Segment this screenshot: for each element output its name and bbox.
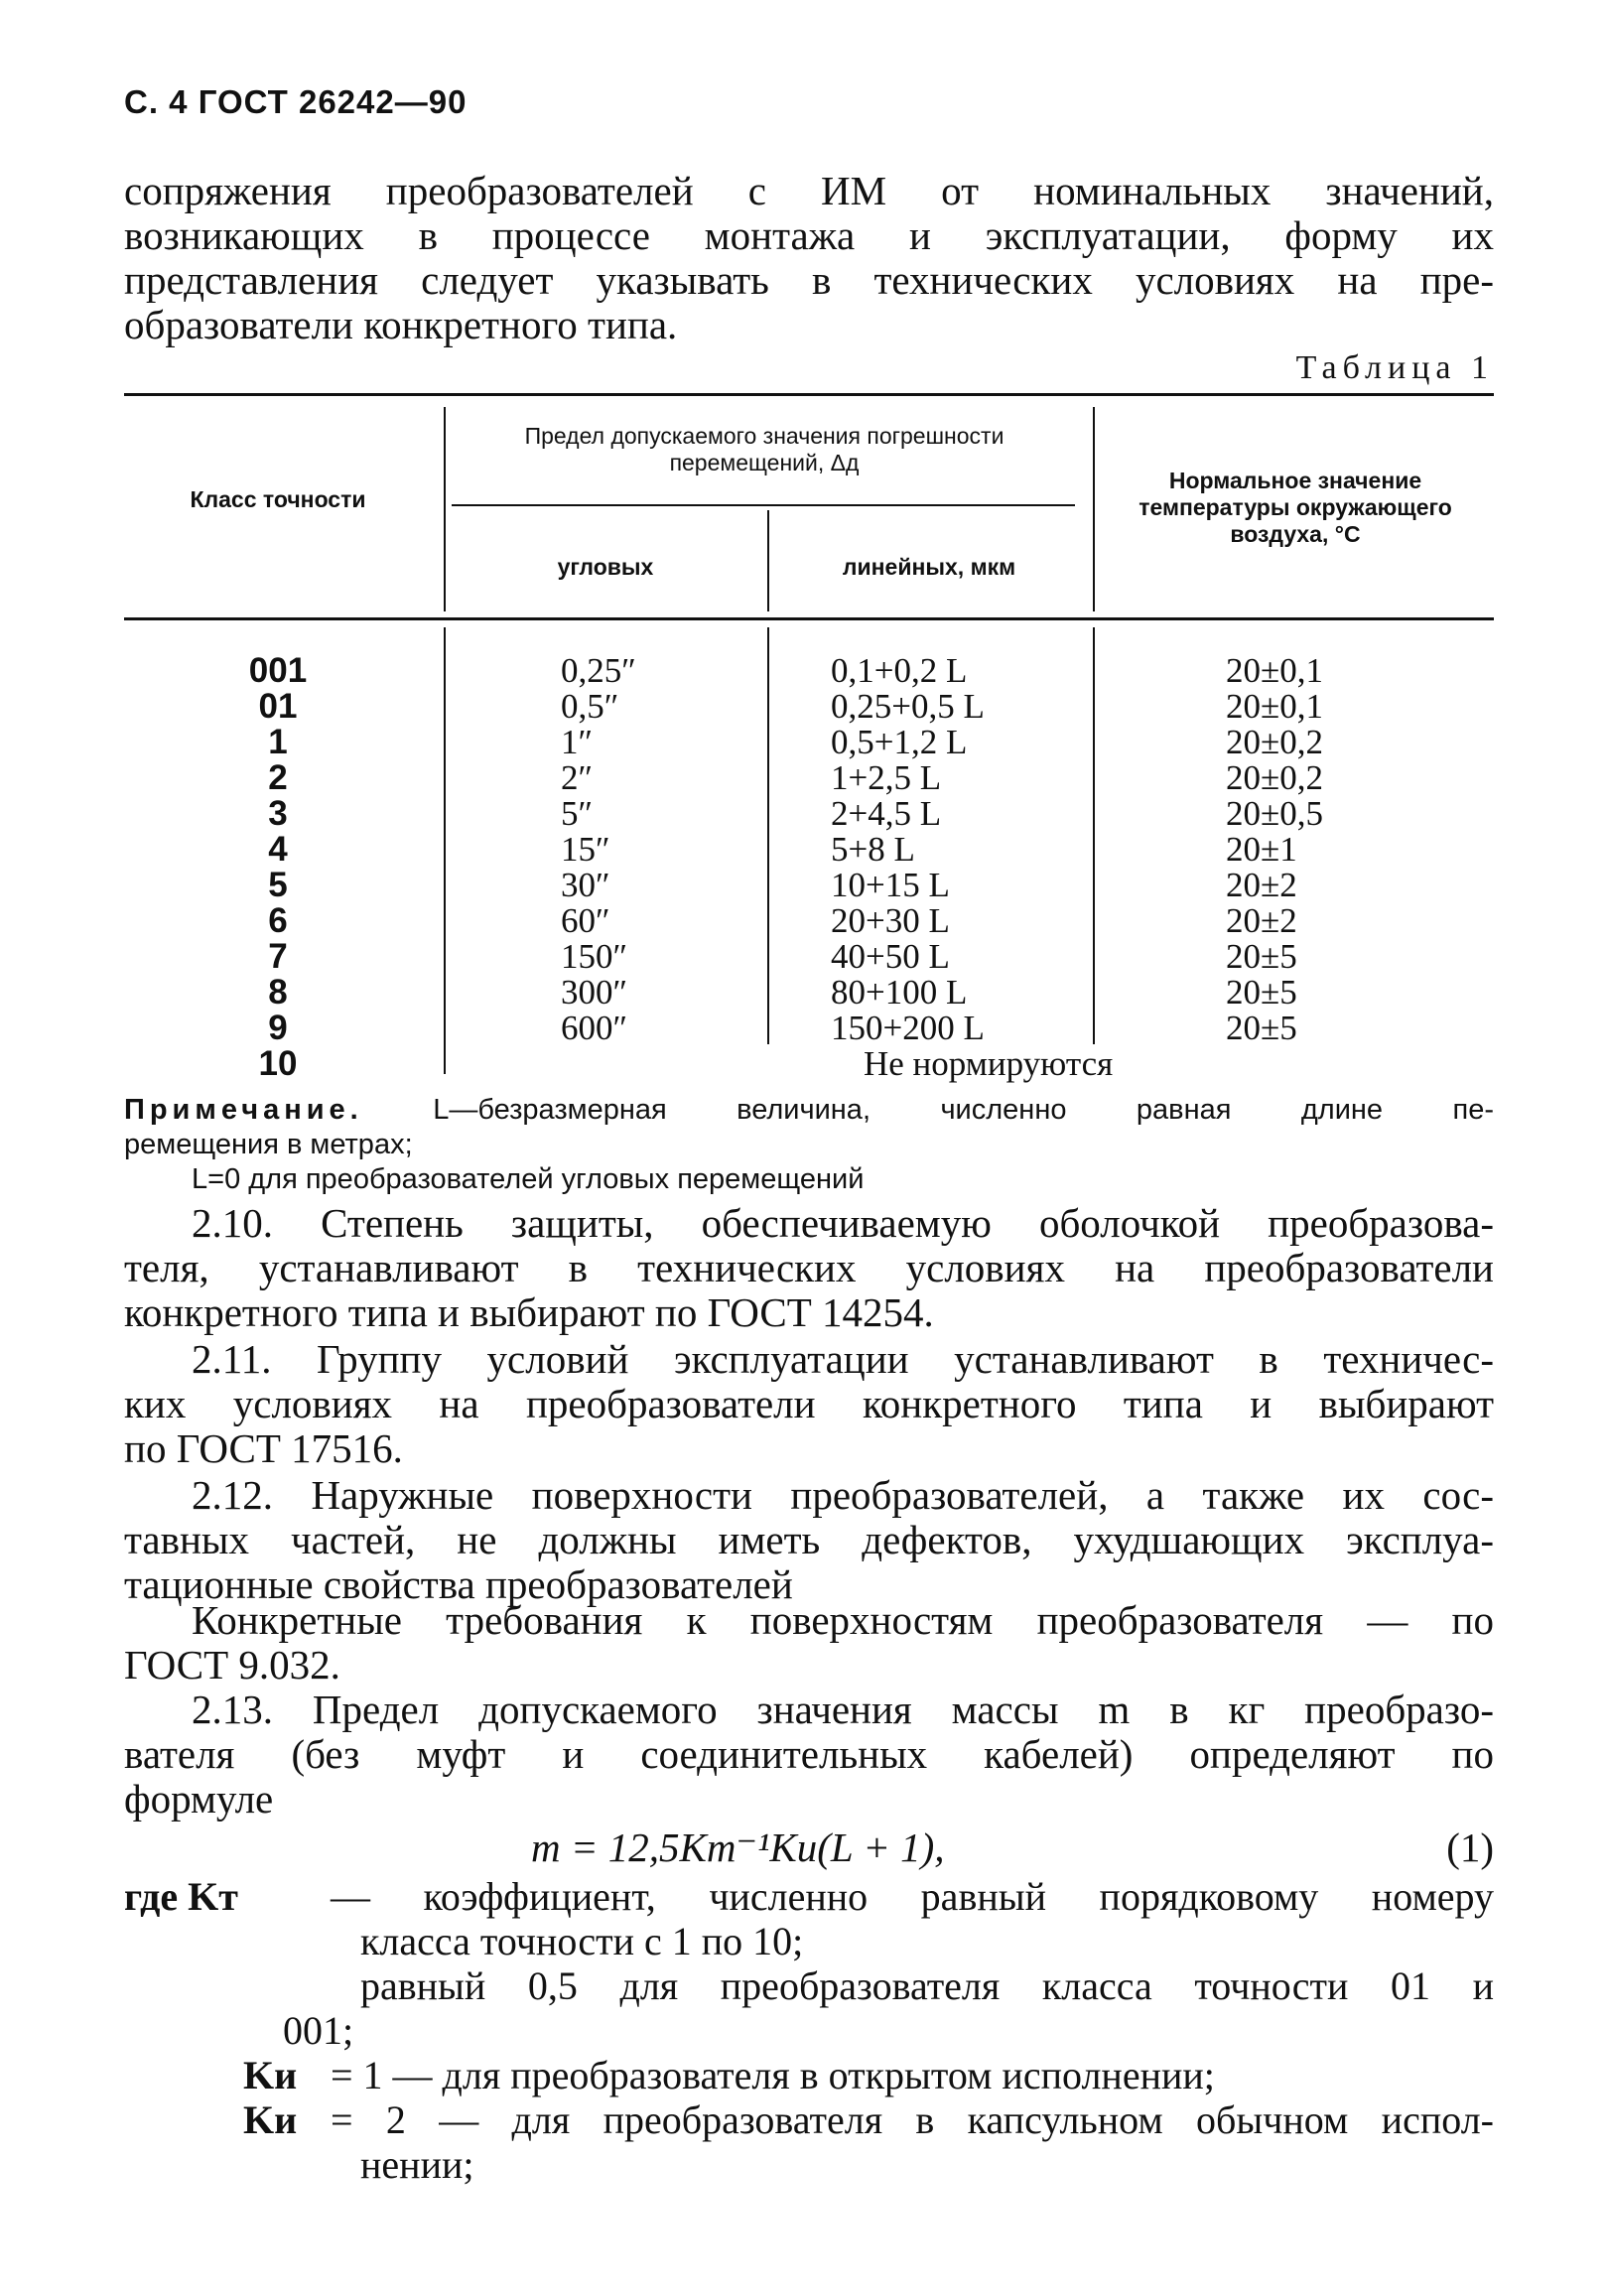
text-line: представления следует указывать в технических условиях на пре- [124,257,1494,303]
definition-text: класса точности с 1 по 10; [360,1919,804,1963]
text-line: образователи конкретного типа. [124,302,678,347]
formula-number: (1) [1446,1824,1494,1870]
table-vline [1093,407,1095,611]
angular-cell: 5″ [561,794,594,833]
paragraph-2-12 [124,1473,1494,1607]
col-header-temperature: Нормальное значение температуры окружающего воздуха, °С [1138,468,1452,547]
col-header-linear: линейных, мкм [842,554,1016,580]
class-cell: 3 [268,794,288,833]
angular-cell: 600″ [561,1009,628,1047]
definition-row [124,2142,1494,2187]
linear-cell: 0,5+1,2 L [831,723,968,761]
table-row [124,725,1494,760]
class-cell: 5 [268,866,288,904]
text-line: 2.11. Группу условий эксплуатации устанавливают в техничес- [192,1336,1494,1382]
definition-row [124,1919,1494,1963]
table-top-rule [124,393,1494,396]
intro-paragraph [124,169,1494,347]
table-row [124,832,1494,868]
paragraph-2-11 [124,1337,1494,1471]
linear-cell: 5+8 L [831,830,915,869]
linear-cell: 80+100 L [831,973,968,1012]
text-line: возникающих в процессе монтажа и эксплуатации, форму их [124,212,1494,258]
table-row [124,653,1494,689]
col-header-class: Класс точности [190,486,366,512]
linear-cell: 0,1+0,2 L [831,651,968,690]
not-normalized-cell: Не нормируются [864,1044,1114,1083]
class-cell: 2 [268,758,288,797]
class-cell: 6 [268,901,288,940]
definition-row [124,2008,1494,2053]
temperature-cell: 20±5 [1226,937,1297,976]
note-text: L—безразмерная величина, численно равная длине пе- [433,1094,1494,1126]
class-cell: 1 [268,723,288,761]
table-group-rule [452,504,1075,506]
accuracy-table [124,393,1494,1088]
text-line: ГОСТ 9.032. [124,1642,340,1688]
paragraph-2-10 [124,1201,1494,1335]
angular-cell: 0,5″ [561,687,619,726]
temperature-cell: 20±5 [1226,1009,1297,1047]
note-label: Примечание. [124,1094,363,1126]
temperature-cell: 20±2 [1226,866,1297,904]
text-line: сопряжения преобразователей с ИМ от номинальных значений, [124,168,1494,213]
col-header-angular: угловых [557,554,654,580]
paragraph-2-12-requirements [124,1598,1494,1688]
linear-cell: 150+200 L [831,1009,985,1047]
table-vline [767,510,769,611]
angular-cell: 60″ [561,901,610,940]
definition-text: 001; [283,2008,354,2053]
temperature-cell: 20±2 [1226,901,1297,940]
paragraph-2-13 [124,1688,1494,1822]
class-cell: 8 [268,973,288,1012]
table-body [124,653,1494,1082]
text-line: формуле [124,1776,274,1822]
text-line: вателя (без муфт и соединительных кабелей) определяют по [124,1731,1494,1777]
text-line: конкретного типа и выбирают по ГОСТ 14254. [124,1289,934,1335]
text-line: теля, устанавливают в технических условиях на преобразователи [124,1245,1494,1290]
text-line: 2.12. Наружные поверхности преобразователей, а также их сос- [192,1472,1494,1518]
table-row [124,939,1494,975]
table-row [124,760,1494,796]
angular-cell: 1″ [561,723,594,761]
class-cell: 7 [268,937,288,976]
linear-cell: 0,25+0,5 L [831,687,985,726]
table-row [124,796,1494,832]
linear-cell: 10+15 L [831,866,950,904]
definition-text: — коэффициент, численно равный порядковому номеру [331,1874,1494,1919]
temperature-cell: 20±5 [1226,973,1297,1012]
angular-cell: 2″ [561,758,594,797]
class-cell: 10 [258,1044,298,1083]
table-row [124,1011,1494,1046]
text-line: 2.10. Степень защиты, обеспечиваемую оболочкой преобразова- [192,1200,1494,1246]
class-cell: 01 [258,687,298,726]
formula-expression: m = 12,5Kт⁻¹Kи(L + 1), [531,1824,945,1870]
text-line: ких условиях на преобразователи конкретного типа и выбирают [124,1381,1494,1426]
table-row [124,868,1494,903]
formula-definitions [124,1874,1494,2187]
note-line: L=0 для преобразователей угловых перемещений [192,1163,865,1195]
table-vline [444,407,446,611]
symbol-ki: Kи [243,2053,298,2097]
definition-text: нении; [360,2142,474,2187]
table-header-rule [124,617,1494,620]
table-row [124,975,1494,1011]
definition-row [124,2097,1494,2142]
table-note [124,1093,1494,1197]
linear-cell: 20+30 L [831,901,950,940]
table-caption: Таблица 1 [1295,349,1494,386]
angular-cell: 0,25″ [561,651,636,690]
class-cell: 4 [268,830,288,869]
temperature-cell: 20±0,1 [1226,651,1323,690]
text-line: тавных частей, не должны иметь дефектов, ухудшающих эксплуа- [124,1517,1494,1562]
angular-cell: 300″ [561,973,628,1012]
definition-row [124,2053,1494,2097]
text-line: 2.13. Предел допускаемого значения массы m в кг преобразо- [192,1687,1494,1732]
col-header-group: Предел допускаемого значения погрешности перемещений, Δд [524,423,1004,475]
linear-cell: 40+50 L [831,937,950,976]
text-line: Конкретные требования к поверхностям преобразователя — по [192,1597,1494,1643]
angular-cell: 30″ [561,866,610,904]
text-line: по ГОСТ 17516. [124,1425,403,1471]
page-header: С. 4 ГОСТ 26242—90 [124,83,468,120]
angular-cell: 15″ [561,830,610,869]
definition-text: = 2 — для преобразователя в капсульном обычном испол- [331,2097,1494,2142]
temperature-cell: 20±0,2 [1226,723,1323,761]
table-row [124,689,1494,725]
temperature-cell: 20±1 [1226,830,1297,869]
class-cell: 001 [248,651,308,690]
temperature-cell: 20±0,5 [1226,794,1323,833]
definition-row [124,1963,1494,2008]
definition-text: = 1 — для преобразователя в открытом исполнении; [331,2053,1215,2097]
linear-cell: 2+4,5 L [831,794,942,833]
definition-row [124,1874,1494,1919]
note-line [124,1093,1494,1128]
angular-cell: 150″ [561,937,628,976]
definition-text: равный 0,5 для преобразователя класса точности 01 и [360,1963,1494,2008]
symbol-ki: Kи [243,2097,298,2142]
temperature-cell: 20±0,1 [1226,687,1323,726]
temperature-cell: 20±0,2 [1226,758,1323,797]
text-line: тационные свойства преобразователей [124,1561,793,1607]
symbol-kt: где Kт [124,1874,238,1919]
table-row [124,903,1494,939]
class-cell: 9 [268,1009,288,1047]
table-row [124,1046,1494,1082]
note-line: ремещения в метрах; [124,1129,413,1160]
linear-cell: 1+2,5 L [831,758,942,797]
